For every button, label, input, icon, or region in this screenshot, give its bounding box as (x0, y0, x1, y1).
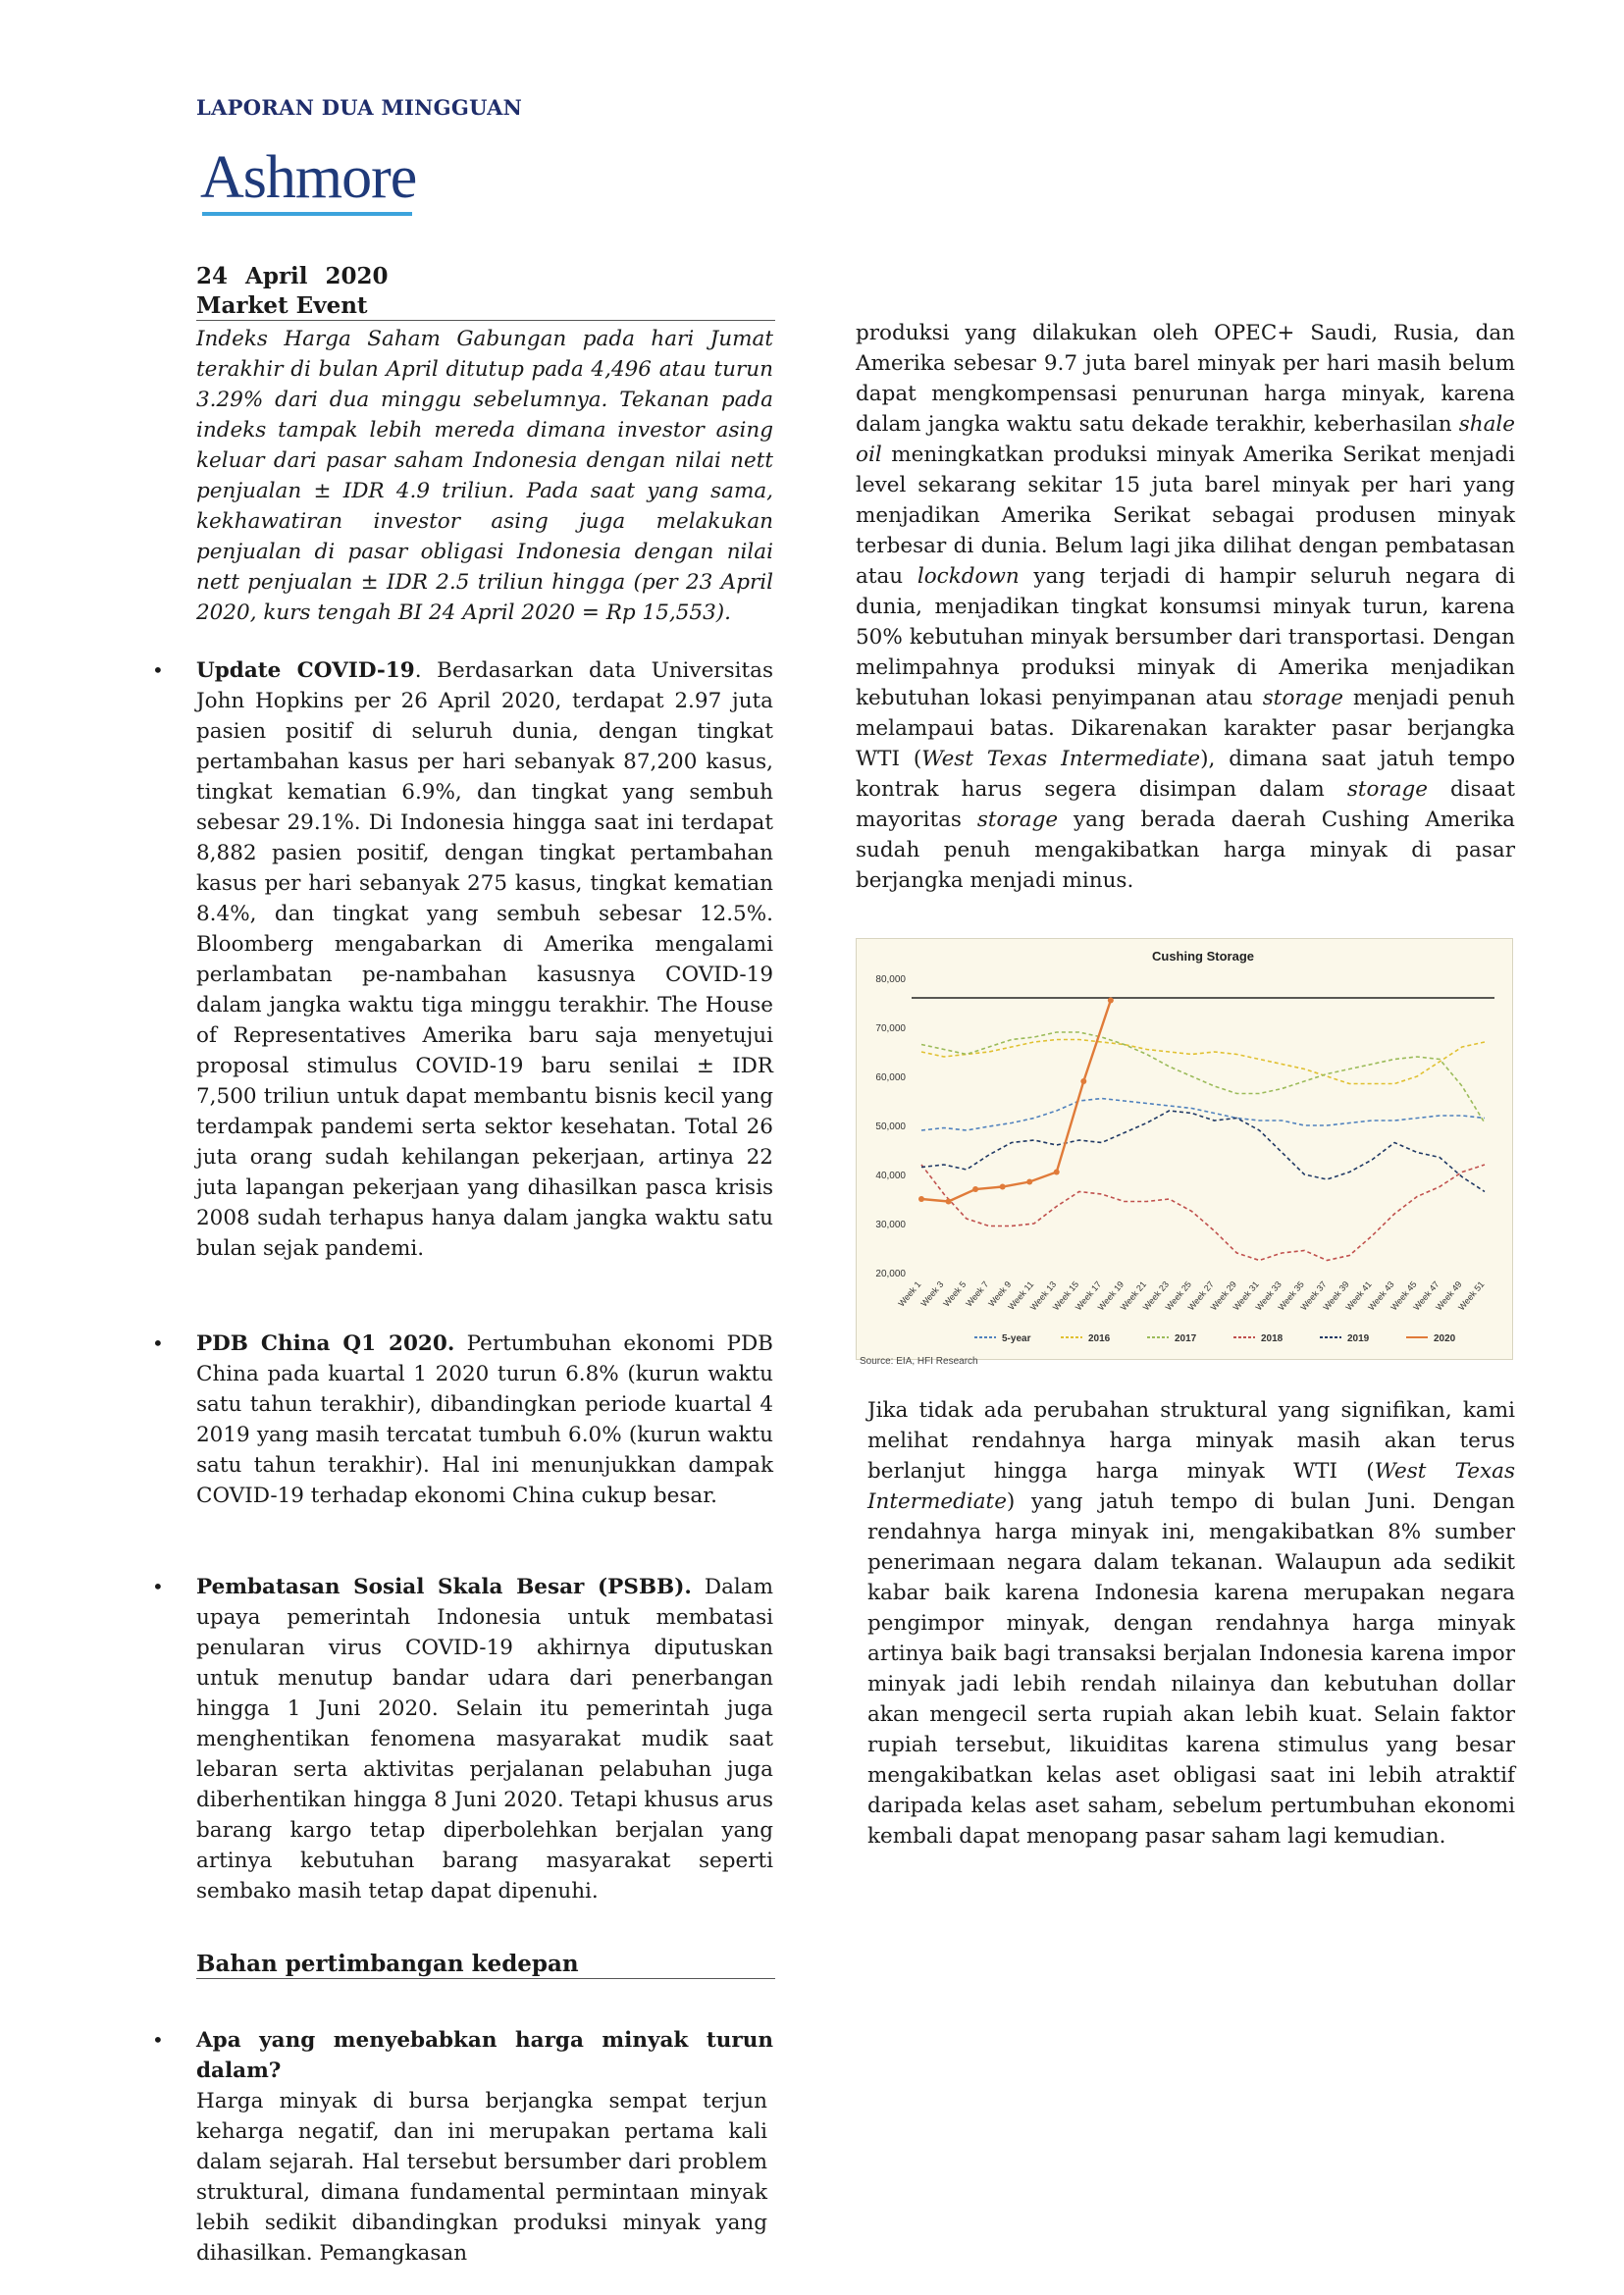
series-point-2020 (1026, 1179, 1032, 1185)
y-tick-label: 70,000 (875, 1023, 906, 1034)
text-run: ) yang jatuh tempo di bulan Juni. Dengan rendahnya harga minyak ini, mengakibatkan 8% sumber penerimaan negara dalam tekanan. Walaupun ada sedikit kabar baik karena Indonesia karena merupakan negara pengimpor minyak, dengan rendahnya harga minyak artinya baik bagi transaksi berjalan Indonesia karena impor minyak jadi lebih rendah nilainya dan kebutuhan dollar akan mengecil serta rupiah akan lebih kuat. Selain faktor rupiah tersebut, likuiditas karena stimulus yang besar mengakibatkan kelas aset obligasi saat ini lebih atraktif daripada kelas aset saham, sebelum pertumbuhan ekonomi kembali dapat menopang pasar saham lagi kemudian. (867, 1489, 1515, 1849)
x-tick-label: Week 15 (1050, 1278, 1081, 1313)
x-tick-label: Week 7 (964, 1278, 991, 1309)
bullet-text: Pertumbuhan ekonomi PDB China pada kuartal 1 2020 turun 6.8% (kurun waktu satu tahun terakhir), dibandingkan periode kuartal 4 2019 yang masih tercatat tumbuh 6.0% (kurun waktu satu tahun terakhir). Hal ini menunjukkan dampak COVID-19 terhadap ekonomi China cukup besar. (196, 1331, 773, 1508)
x-tick-label: Week 5 (941, 1278, 969, 1309)
series-point-2020 (1000, 1184, 1006, 1190)
series-line-2019 (921, 1111, 1485, 1192)
report-title: LAPORAN DUA MINGGUAN (196, 95, 523, 120)
bullet-dot: • (152, 1331, 164, 1355)
series-point-2020 (1054, 1170, 1060, 1175)
bullet-question: Apa yang menyebabkan harga minyak turun dalam? (196, 2028, 773, 2083)
ashmore-logo (200, 144, 426, 226)
x-tick-label: Week 11 (1006, 1278, 1036, 1312)
bullet-dot: • (152, 2028, 164, 2052)
legend-label: 5-year (1002, 1333, 1031, 1344)
text-run-italic: West Texas Intermediate (867, 1459, 1515, 1514)
bullet-text: . Berdasarkan data Universitas John Hopkins per 26 April 2020, terdapat 2.97 juta pasien positif di seluruh dunia, dengan tingkat pertambahan kasus per hari sebanyak 87,200 kasus, tingkat kematian 6.9%, dan tingkat yang sembuh sebesar 29.1%. Di Indonesia hingga saat ini terdapat 8,882 pasien positif, dengan tingkat pertambahan kasus per hari sebanyak 275 kasus, tingkat kematian 8.4%, dan tingkat yang sembuh sebesar 12.5%. Bloomberg mengabarkan di Amerika mengalami perlambatan pe-nambahan kasusnya COVID-19 dalam jangka waktu tiga minggu terakhir. The House of Representatives Amerika baru saja menyetujui proposal stimulus COVID-19 baru senilai ± IDR 7,500 triliun untuk dapat membantu bisnis kecil yang terdampak pandemi serta sektor kesehatan. Total 26 juta orang sudah kehilangan pekerjaan, artinya 22 juta lapangan pekerjaan yang dihasilkan pasca krisis 2008 sudah terhapus hanya dalam jangka waktu satu bulan sejak pandemi. (196, 658, 773, 1261)
right-paragraph-1 (856, 318, 1515, 896)
oil-answer: Harga minyak di bursa berjangka sempat terjun keharga negatif, dan ini merupakan pertama kali dalam sejarah. Hal tersebut bersumber dari problem struktural, dimana fundamental permintaan minyak lebih sedikit dibandingkan produksi minyak yang dihasilkan. Pemangkasan (196, 2089, 767, 2266)
bullet-covid-update (152, 655, 773, 1264)
bullet-china-gdp (152, 1329, 773, 1511)
series-point-2020 (1080, 1078, 1086, 1084)
x-tick-label: Week 19 (1095, 1278, 1126, 1313)
bullet-oil-question (152, 2025, 773, 2086)
bullet-title: Update COVID-19 (196, 658, 415, 683)
text-run: ), dimana saat jatuh tempo kontrak harus segera disimpan dalam (856, 747, 1516, 802)
x-tick-label: Week 25 (1163, 1278, 1194, 1313)
series-line-5-year (921, 1099, 1485, 1131)
text-run-italic: lockdown (917, 564, 1020, 589)
series-point-2020 (918, 1196, 924, 1202)
x-tick-label: Week 9 (986, 1278, 1014, 1309)
x-tick-label: Week 43 (1366, 1278, 1396, 1313)
legend-label: 2016 (1088, 1333, 1111, 1344)
text-run-italic: West Texas Intermediate (921, 747, 1201, 771)
text-run: Jika tidak ada perubahan struktural yang signifikan, kami melihat rendahnya harga minyak masih akan terus berlanjut hingga harga minyak WTI ( (867, 1398, 1515, 1484)
x-tick-label: Week 51 (1456, 1278, 1487, 1313)
series-line-2016 (921, 1040, 1485, 1084)
bullet-text: Dalam upaya pemerintah Indonesia untuk membatasi penularan virus COVID-19 akhirnya diputuskan untuk menutup bandar udara dari penerbangan hingga 1 Juni 2020. Selain itu pemerintah juga menghentikan fenomena masyarakat mudik saat lebaran serta aktivitas perjalanan pelabuhan juga diberhentikan hingga 8 Juni 2020. Tetapi khusus arus barang kargo tetap diperbolehkan berjalan yang artinya kebutuhan barang masyarakat seperti sembako masih tetap dapat dipenuhi. (196, 1575, 773, 1904)
right-paragraph-2 (867, 1395, 1515, 1852)
x-tick-label: Week 23 (1140, 1278, 1172, 1313)
legend-label: 2020 (1434, 1333, 1456, 1344)
bullet-psbb (152, 1572, 773, 1906)
y-tick-label: 20,000 (875, 1269, 906, 1279)
x-tick-label: Week 17 (1073, 1278, 1104, 1313)
y-tick-label: 30,000 (875, 1220, 906, 1230)
x-tick-label: Week 39 (1321, 1278, 1351, 1313)
text-run-italic: shale oil (856, 412, 1515, 467)
chart-source: Source: EIA, HFI Research (860, 1356, 978, 1367)
x-tick-label: Week 21 (1118, 1278, 1149, 1313)
series-line-2017 (921, 1032, 1485, 1123)
y-tick-label: 40,000 (875, 1171, 906, 1181)
x-tick-label: Week 47 (1411, 1278, 1441, 1313)
x-tick-label: Week 13 (1027, 1278, 1059, 1313)
bullet-dot: • (152, 658, 164, 682)
legend-label: 2019 (1347, 1333, 1370, 1344)
report-date: 24 April 2020 (196, 263, 389, 289)
x-tick-label: Week 49 (1434, 1278, 1464, 1313)
x-tick-label: Week 35 (1276, 1278, 1306, 1313)
x-tick-label: Week 27 (1185, 1278, 1217, 1313)
cushing-storage-chart (856, 938, 1513, 1360)
y-tick-label: 50,000 (875, 1121, 906, 1132)
bullet-title: Pembatasan Sosial Skala Besar (PSBB). (196, 1575, 692, 1599)
text-run-italic: storage (1346, 777, 1429, 802)
text-run: yang berada daerah Cushing Amerika sudah penuh mengakibatkan harga minyak di pasar berjangka menjadi minus. (856, 808, 1515, 893)
series-point-2020 (946, 1199, 952, 1205)
x-tick-label: Week 1 (896, 1278, 923, 1309)
x-tick-label: Week 41 (1343, 1278, 1374, 1313)
legend-label: 2018 (1261, 1333, 1283, 1344)
market-event-intro: Indeks Harga Saham Gabungan pada hari Jumat terakhir di bulan April ditutup pada 4,496 atau turun 3.29% dari dua minggu sebelumnya. Tekanan pada indeks tampak lebih mereda dimana investor asing keluar dari pasar saham Indonesia dengan nilai nett penjualan ± IDR 4.9 triliun. Pada saat yang sama, kekhawatiran investor asing juga melakukan penjualan di pasar obligasi Indonesia dengan nilai nett penjualan ± IDR 2.5 triliun hingga (per 23 April 2020, kurs tengah BI 24 April 2020 = Rp 15,553). (196, 327, 773, 625)
text-run: disaat mayoritas (856, 777, 1515, 832)
x-tick-label: Week 45 (1388, 1278, 1419, 1313)
text-run: yang terjadi di hampir seluruh negara di dunia, menjadikan tingkat konsumsi minyak turun, karena 50% kebutuhan minyak bersumber dari transportasi. Dengan melimpahnya produksi minyak di Amerika menjadikan kebutuhan lokasi penyimpanan atau (856, 564, 1515, 710)
legend-label: 2017 (1175, 1333, 1197, 1344)
bullet-dot: • (152, 1575, 164, 1598)
logo-text: Ashmore (200, 144, 417, 211)
x-tick-label: Week 33 (1253, 1278, 1283, 1313)
bullet-title: PDB China Q1 2020. (196, 1331, 455, 1356)
considerations-heading: Bahan pertimbangan kedepan (196, 1951, 775, 1979)
text-run: produksi yang dilakukan oleh OPEC+ Saudi, Rusia, dan Amerika sebesar 9.7 juta barel minyak per hari masih belum dapat mengkompensasi penurunan harga minyak, karena dalam jangka waktu satu dekade terakhir, keberhasilan (856, 321, 1515, 437)
x-tick-label: Week 29 (1208, 1278, 1238, 1313)
y-tick-label: 80,000 (875, 974, 906, 985)
chart-title: Cushing Storage (1151, 949, 1255, 964)
x-tick-label: Week 3 (918, 1278, 946, 1309)
chart-svg (857, 939, 1514, 1361)
series-line-2018 (921, 1165, 1485, 1261)
text-run-italic: storage (976, 808, 1059, 832)
text-run-italic: storage (1262, 686, 1343, 710)
series-point-2020 (1108, 998, 1114, 1004)
text-run: meningkatkan produksi minyak Amerika Serikat menjadi level sekarang sekitar 15 juta barel minyak per hari yang menjadikan Amerika Serikat sebagai produsen minyak terbesar di dunia. Belum lagi jika dilihat dengan pembatasan atau (856, 443, 1515, 589)
market-event-heading: Market Event (196, 292, 775, 321)
text-run: menjadi penuh melampaui batas. Dikarenakan karakter pasar berjangka WTI ( (856, 686, 1516, 771)
y-tick-label: 60,000 (875, 1072, 906, 1083)
x-tick-label: Week 31 (1231, 1278, 1261, 1313)
series-point-2020 (972, 1186, 978, 1192)
logo-underline (202, 212, 412, 216)
x-tick-label: Week 37 (1298, 1278, 1329, 1313)
